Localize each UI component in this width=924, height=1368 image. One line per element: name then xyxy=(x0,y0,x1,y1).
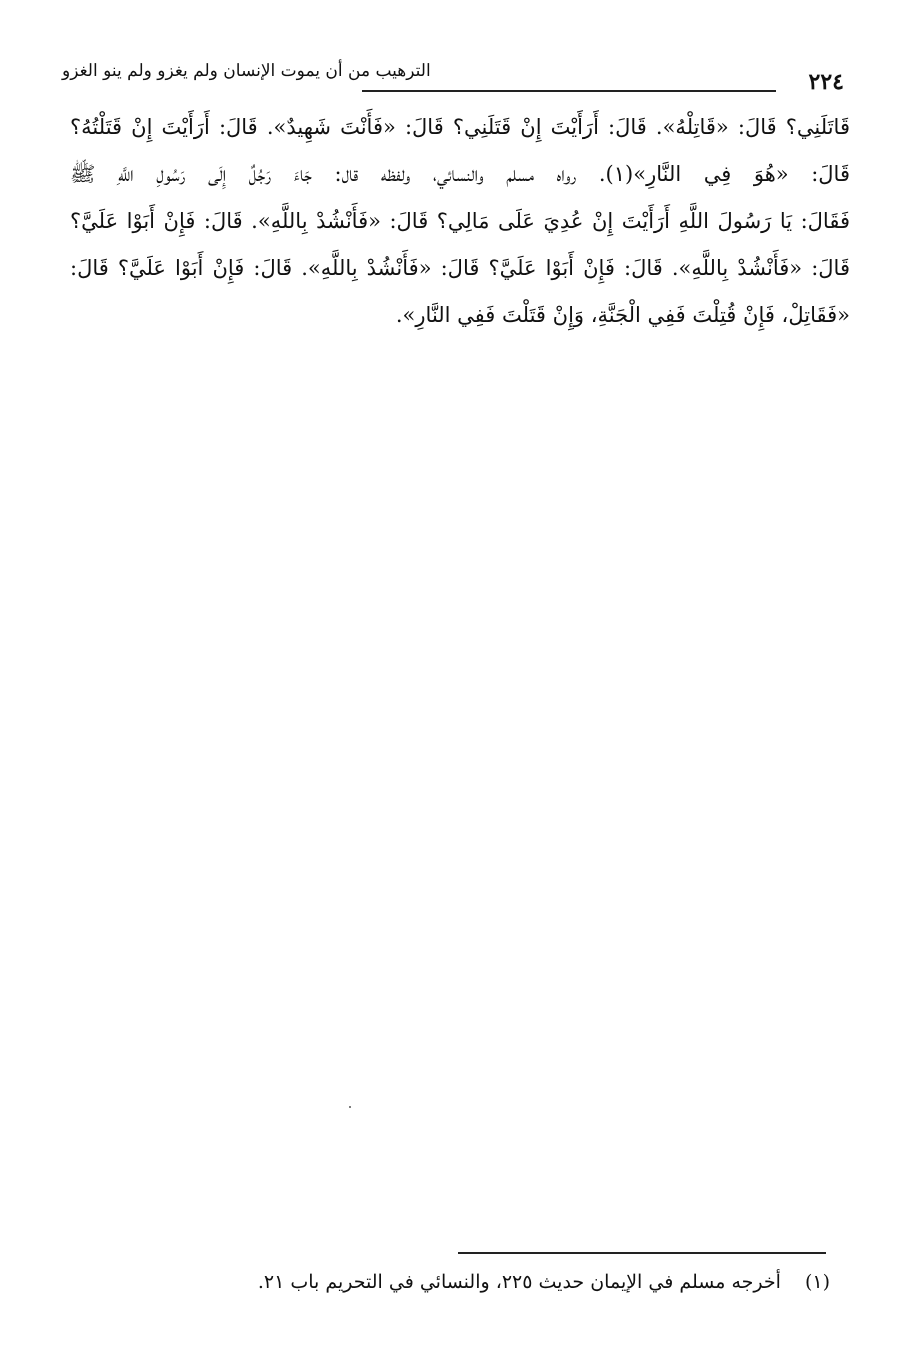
footnote-text: أخرجه مسلم في الإيمان حديث ٢٢٥، والنسائي في التحريم باب ٢١. xyxy=(257,1271,781,1293)
footnote-number: (١) xyxy=(804,1271,830,1293)
body-line: قَاتَلَنِي؟ قَالَ: «قَاتِلْهُ». قَالَ: أَرَأَيْتَ إِنْ قَتَلَنِي؟ قَالَ: «فَأَنْتَ شَهِيدٌ». قَالَ: أَرَأَيْتَ إِنْ قَتَلْتُهُ؟ xyxy=(70,115,850,139)
running-title: الترهيب من أن يموت الإنسان ولم يغزو ولم ينو الغزو xyxy=(62,61,431,81)
header-rule xyxy=(362,90,776,92)
body-line: «فَقَاتِلْ، فَإِنْ قُتِلْتَ فَفِي الْجَنَّةِ، وَإِنْ قَتَلْتَ فَفِي النَّارِ». xyxy=(395,303,850,327)
page-header xyxy=(62,60,844,96)
body-line: قَالَ: «هُوَ فِي النَّارِ»(١). رواه مسلم والنسائي، ولفظه قال: جَاءَ رَجُلٌ إِلَى رَسُولِ اللَّهِ ﷺ xyxy=(70,162,850,186)
body-line: فَقَالَ: يَا رَسُولَ اللَّهِ أَرَأَيْتَ إِنْ عُدِيَ عَلَى مَالِي؟ قَالَ: «فَأَنْشُدْ بِاللَّهِ». قَالَ: فَإِنْ أَبَوْا عَلَيَّ؟ xyxy=(70,209,850,233)
footnote-rule xyxy=(458,1252,826,1254)
footnote xyxy=(200,1268,830,1296)
page-number: ٢٢٤ xyxy=(808,69,844,95)
body-text xyxy=(70,104,850,339)
scan-speck xyxy=(349,1106,351,1108)
body-line: قَالَ: «فَأَنْشُدْ بِاللَّهِ». قَالَ: فَإِنْ أَبَوْا عَلَيَّ؟ قَالَ: «فَأَنْشُدْ بِاللَّهِ». قَالَ: فَإِنْ أَبَوْا عَلَيَّ؟ قَالَ: xyxy=(70,256,850,280)
